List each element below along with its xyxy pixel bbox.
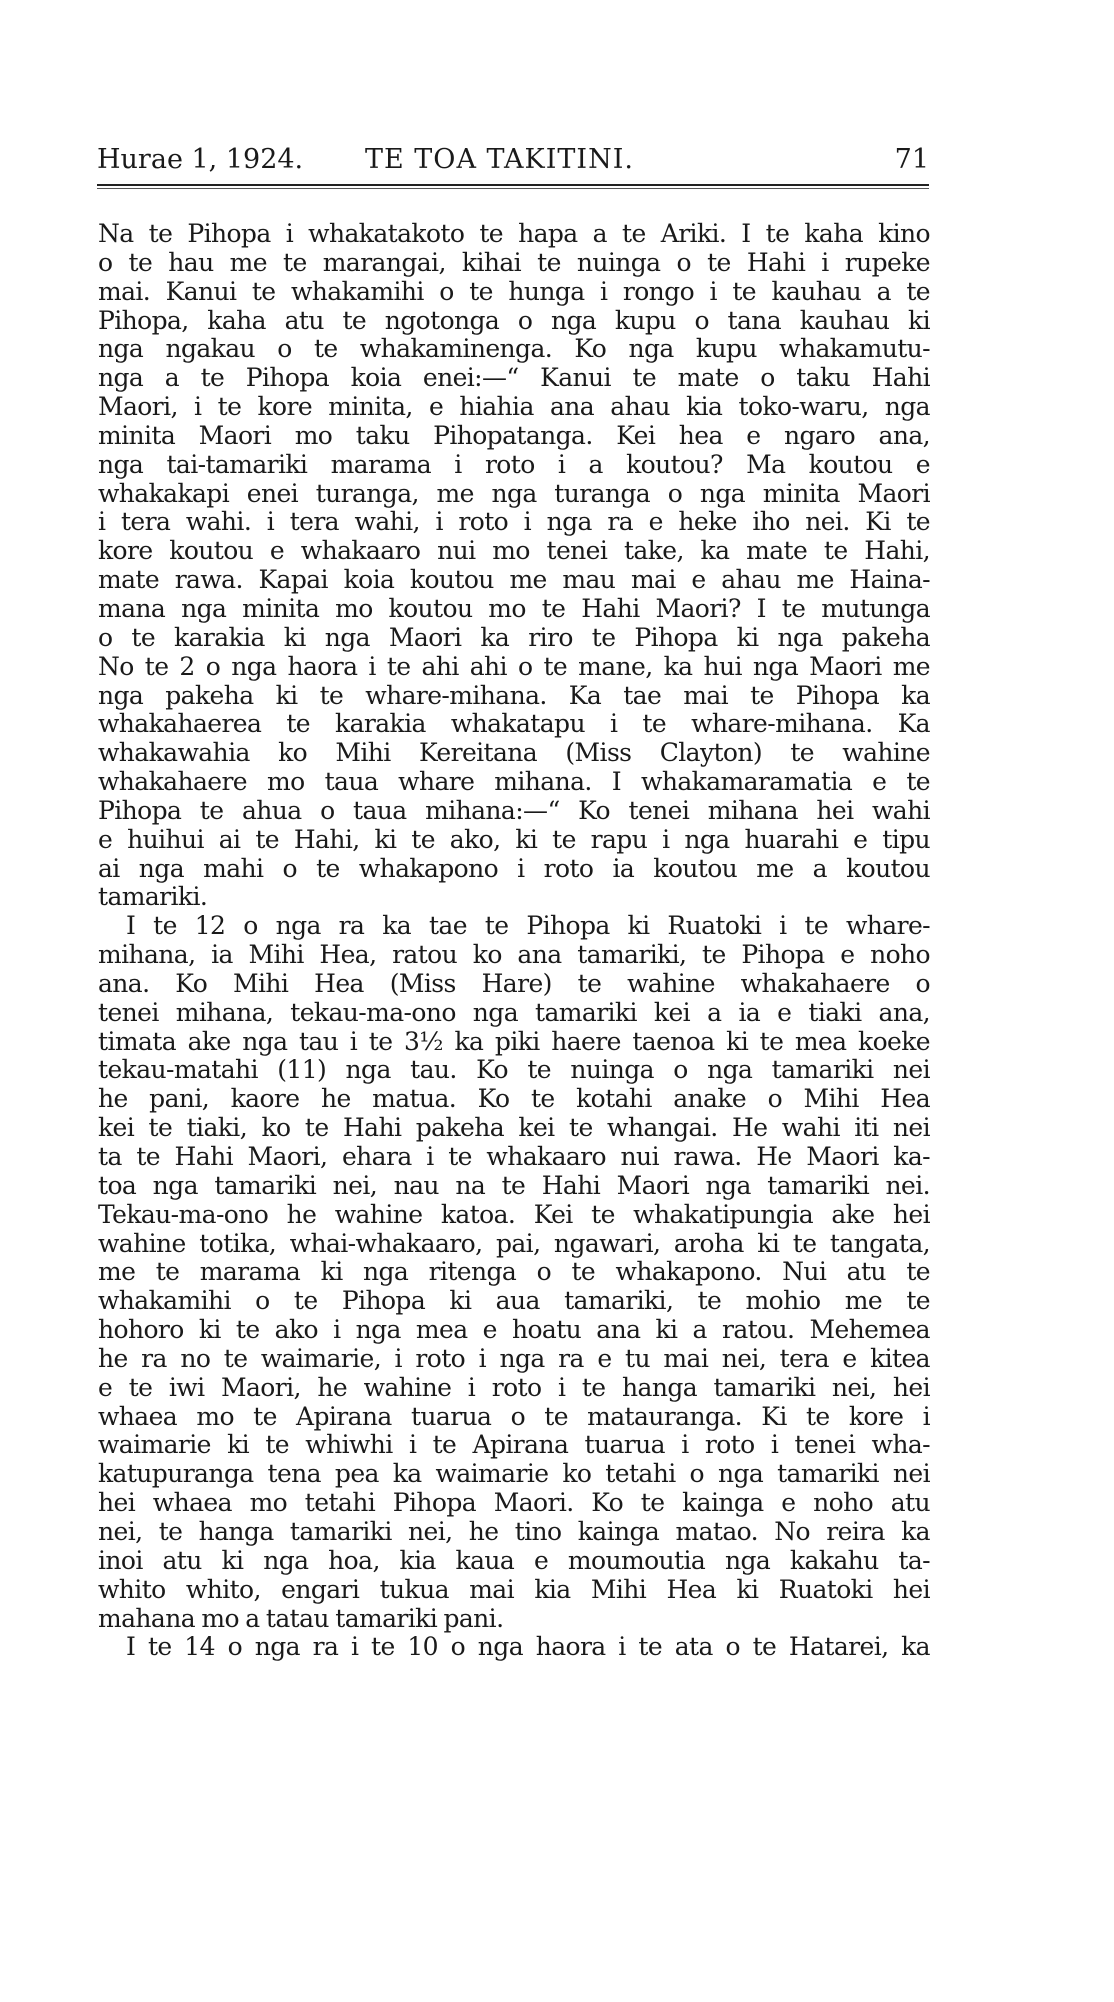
article-body	[98, 220, 930, 1662]
header-rule	[97, 184, 929, 186]
text-line: hohoro ki te ako i nga mea e hoatu ana ki a ratou. Mehemea	[98, 1316, 930, 1345]
text-line: mate rawa. Kapai koia koutou me mau mai e ahau me Haina-	[98, 566, 930, 595]
text-line: he pani, kaore he matua. Ko te kotahi anake o Mihi Hea	[98, 1085, 930, 1114]
text-line: whakawahia ko Mihi Kereitana (Miss Clayton) te wahine	[98, 739, 930, 768]
text-line: me te marama ki nga ritenga o te whakapono. Nui atu te	[98, 1258, 930, 1287]
issue-date: Hurae 1, 1924.	[97, 144, 304, 175]
text-line: katupuranga tena pea ka waimarie ko tetahi o nga tamariki nei	[98, 1460, 930, 1489]
text-line: whakahaerea te karakia whakatapu i te whare-mihana. Ka	[98, 710, 930, 739]
text-line: tekau-matahi (11) nga tau. Ko te nuinga o nga tamariki nei	[98, 1056, 930, 1085]
text-line: Pihopa te ahua o taua mihana:—“ Ko tenei mihana hei wahi	[98, 796, 930, 825]
text-line: i tera wahi. i tera wahi, i roto i nga ra e heke iho nei. Ki te	[98, 508, 930, 537]
running-header	[97, 140, 929, 180]
text-line: mai. Kanui te whakamihi o te hunga i rongo i te kauhau a te	[98, 277, 930, 306]
text-line-paragraph-end: mahana mo a tatau tamariki pani.	[98, 1604, 504, 1633]
text-line: e huihui ai te Hahi, ki te ako, ki te rapu i nga huarahi e tipu	[98, 825, 930, 854]
text-line: kei te tiaki, ko te Hahi pakeha kei te whangai. He wahi iti nei	[98, 1114, 930, 1143]
text-line: hei whaea mo tetahi Pihopa Maori. Ko te kainga e noho atu	[98, 1489, 930, 1518]
text-line-paragraph-start: I te 14 o nga ra i te 10 o nga haora i te ata o te Hatarei, ka	[126, 1633, 930, 1662]
text-line: nei, te hanga tamariki nei, he tino kainga matao. No reira ka	[98, 1517, 930, 1546]
journal-title: TE TOA TAKITINI.	[365, 144, 634, 175]
text-line-paragraph-start: I te 12 o nga ra ka tae te Pihopa ki Ruatoki i te whare-	[126, 912, 930, 941]
text-line: Na te Pihopa i whakatakoto te hapa a te Ariki. I te kaha kino	[98, 220, 930, 248]
text-line: whakakapi enei turanga, me nga turanga o nga minita Maori	[98, 479, 930, 508]
text-line: whito whito, engari tukua mai kia Mihi Hea ki Ruatoki hei	[98, 1575, 930, 1604]
text-line: Maori, i te kore minita, e hiahia ana ahau kia toko-waru, nga	[98, 393, 930, 422]
text-line: kore koutou e whakaaro nui mo tenei take, ka mate te Hahi,	[98, 537, 930, 566]
text-line: ta te Hahi Maori, ehara i te whakaaro nui rawa. He Maori ka-	[98, 1143, 930, 1171]
text-line: wahine totika, whai-whakaaro, pai, ngawari, aroha ki te tangata,	[98, 1229, 930, 1258]
header-rule-thin	[97, 188, 929, 189]
text-line: mihana, ia Mihi Hea, ratou ko ana tamariki, te Pihopa e noho	[98, 941, 930, 970]
text-line: o te hau me te marangai, kihai te nuinga o te Hahi i rupeke	[98, 248, 930, 277]
text-line: No te 2 o nga haora i te ahi ahi o te mane, ka hui nga Maori me	[98, 652, 930, 681]
text-line: ai nga mahi o te whakapono i roto ia koutou me a koutou	[98, 854, 930, 883]
text-line: toa nga tamariki nei, nau na te Hahi Maori nga tamariki nei.	[98, 1171, 930, 1200]
text-line: timata ake nga tau i te 3½ ka piki haere taenoa ki te mea koeke	[98, 1027, 930, 1056]
text-line: e te iwi Maori, he wahine i roto i te hanga tamariki nei, hei	[98, 1373, 930, 1402]
text-line: Tekau-ma-ono he wahine katoa. Kei te whakatipungia ake hei	[98, 1200, 930, 1229]
text-line: minita Maori mo taku Pihopatanga. Kei hea e ngaro ana,	[98, 421, 930, 450]
text-line: whakahaere mo taua whare mihana. I whakamaramatia e te	[98, 768, 930, 797]
text-line: nga pakeha ki te whare-mihana. Ka tae mai te Pihopa ka	[98, 681, 930, 710]
text-line: nga a te Pihopa koia enei:—“ Kanui te mate o taku Hahi	[98, 364, 930, 393]
text-line: whaea mo te Apirana tuarua o te matauranga. Ki te kore i	[98, 1402, 930, 1431]
text-line: nga tai-tamariki marama i roto i a koutou? Ma koutou e	[98, 450, 930, 479]
text-line: inoi atu ki nga hoa, kia kaua e moumoutia nga kakahu ta-	[98, 1546, 930, 1575]
text-line: o te karakia ki nga Maori ka riro te Pihopa ki nga pakeha	[98, 623, 930, 652]
text-line: mana nga minita mo koutou mo te Hahi Maori? I te mutunga	[98, 594, 930, 623]
text-line-paragraph-end: tamariki.	[98, 883, 208, 912]
text-line: nga ngakau o te whakaminenga. Ko nga kupu whakamutu-	[98, 335, 930, 364]
text-line: tenei mihana, tekau-ma-ono nga tamariki kei a ia e tiaki ana,	[98, 998, 930, 1027]
text-line: waimarie ki te whiwhi i te Apirana tuarua i roto i tenei wha-	[98, 1431, 930, 1460]
text-line: he ra no te waimarie, i roto i nga ra e tu mai nei, tera e kitea	[98, 1344, 930, 1373]
page-number: 71	[894, 144, 929, 175]
text-line: whakamihi o te Pihopa ki aua tamariki, te mohio me te	[98, 1287, 930, 1316]
text-line: Pihopa, kaha atu te ngotonga o nga kupu o tana kauhau ki	[98, 306, 930, 335]
text-line: ana. Ko Mihi Hea (Miss Hare) te wahine whakahaere o	[98, 969, 930, 998]
